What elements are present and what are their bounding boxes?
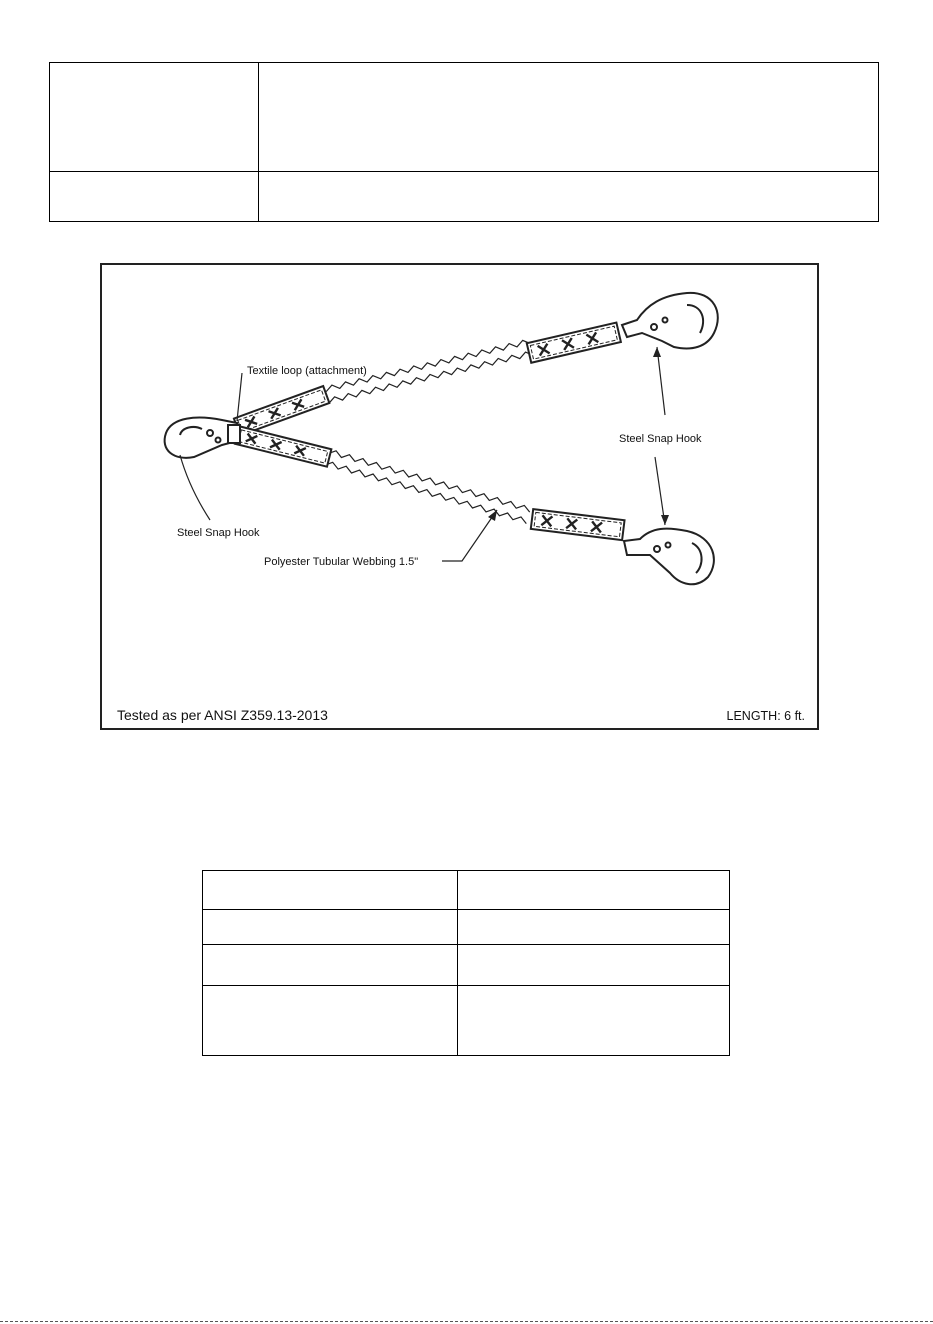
table-column-divider (258, 63, 259, 221)
length-note: LENGTH: 6 ft. (726, 709, 805, 723)
steel-snap-hook-left-label: Steel Snap Hook (177, 527, 260, 539)
webbing-label: Polyester Tubular Webbing 1.5" (264, 556, 419, 568)
right-lower-snap-hook (624, 529, 714, 585)
standard-note: Tested as per ANSI Z359.13-2013 (117, 707, 328, 723)
lanyard-diagram (100, 263, 819, 730)
page-bottom-rule (0, 1321, 933, 1322)
right-absorber-upper (527, 323, 621, 363)
table-row-divider (203, 909, 729, 910)
spec-table-top (49, 62, 879, 222)
right-upper-snap-hook (622, 293, 718, 349)
lanyard-illustration (102, 265, 817, 728)
textile-loop-label: Textile loop (attachment) (247, 365, 367, 377)
table-row-divider (203, 944, 729, 945)
lower-webbing (325, 451, 530, 524)
table-column-divider (457, 871, 458, 1055)
table-row-divider (203, 985, 729, 986)
table-row-divider (50, 171, 878, 172)
steel-snap-hook-right-label: Steel Snap Hook (619, 433, 702, 445)
spec-table-bottom (202, 870, 730, 1056)
left-snap-hook (165, 418, 240, 458)
right-absorber-lower (531, 509, 625, 540)
left-absorber-lower (235, 426, 332, 466)
